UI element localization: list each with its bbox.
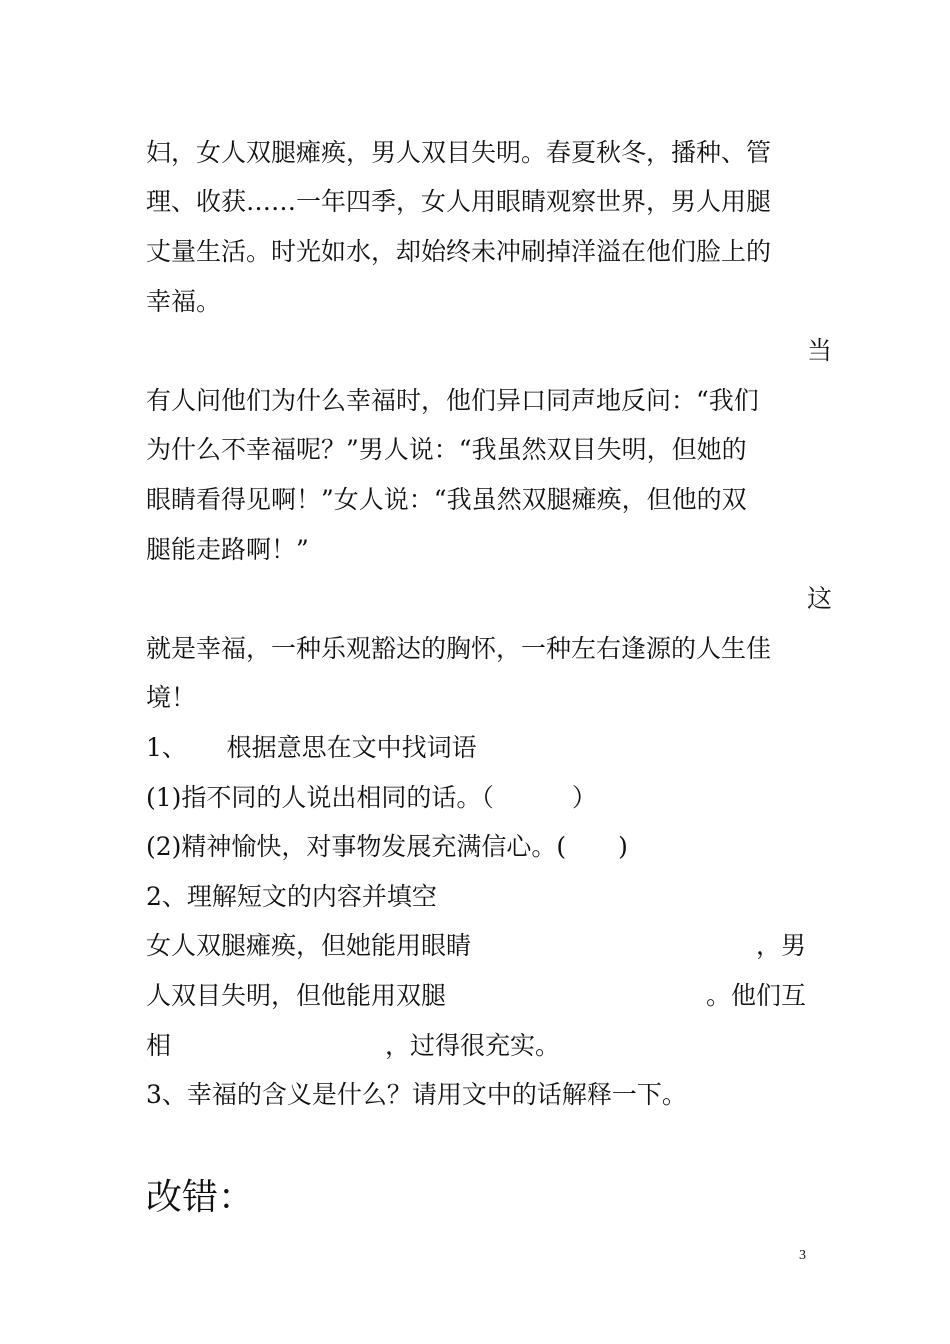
question-2-line-3-end: ，过得很充实。 [385, 1031, 561, 1060]
passage-line-4: 幸福。 [146, 287, 222, 316]
question-2-line-1 [146, 931, 806, 961]
question-2-title: 2、理解短文的内容并填空 [146, 882, 437, 911]
question-2-line-1-text: 女人双腿瘫痪，但她能用眼睛 [146, 931, 472, 960]
question-2-line-3-text: 相 [146, 1031, 172, 1060]
question-1-item-2 [146, 832, 628, 862]
passage-line-11: 就是幸福，一种乐观豁达的胸怀，一种左右逢源的人生佳 [146, 634, 772, 663]
question-1-item-1-close: ） [571, 783, 597, 812]
passage-line-8: 眼睛看得见啊！”女人说：“我虽然双腿瘫痪，但他的双 [146, 485, 747, 514]
page-number: 3 [799, 1248, 806, 1263]
question-2-line-2-end: 。他们互 [705, 981, 806, 1010]
passage-line-10: 这 [806, 584, 832, 613]
question-3-title: 3、幸福的含义是什么？请用文中的话解释一下。 [146, 1080, 687, 1109]
passage-line-2: 理、收获……一年四季，女人用眼睛观察世界，男人用腿 [146, 187, 772, 216]
passage-line-7: 为什么不幸福呢？”男人说：“我虽然双目失明，但她的 [146, 435, 747, 464]
passage-line-12: 境！ [146, 683, 197, 712]
passage-line-3: 丈量生活。时光如水，却始终未冲刷掉洋溢在他们脸上的 [146, 237, 772, 266]
question-2-line-1-end: ，男 [755, 931, 806, 960]
section-heading: 改错： [146, 1177, 255, 1218]
passage-line-9: 腿能走路啊！” [146, 535, 309, 564]
question-2-line-3 [146, 1031, 560, 1061]
question-1-item-2-text: (2)精神愉快，对事物发展充满信心。( [146, 832, 567, 861]
passage-line-6: 有人问他们为什么幸福时，他们异口同声地反问：“我们 [146, 386, 759, 415]
passage-line-5: 当 [806, 336, 832, 365]
question-1-item-1 [146, 783, 597, 813]
question-2-line-2 [146, 981, 806, 1011]
question-2-line-2-text: 人双目失明，但他能用双腿 [146, 981, 447, 1010]
question-1-item-1-text: (1)指不同的人说出相同的话。（ [146, 783, 494, 812]
question-1-item-2-close: ) [618, 832, 628, 861]
passage-line-1: 妇，女人双腿瘫痪，男人双目失明。春夏秋冬，播种、管 [146, 138, 772, 167]
question-1-title: 1、 根据意思在文中找词语 [146, 733, 477, 762]
